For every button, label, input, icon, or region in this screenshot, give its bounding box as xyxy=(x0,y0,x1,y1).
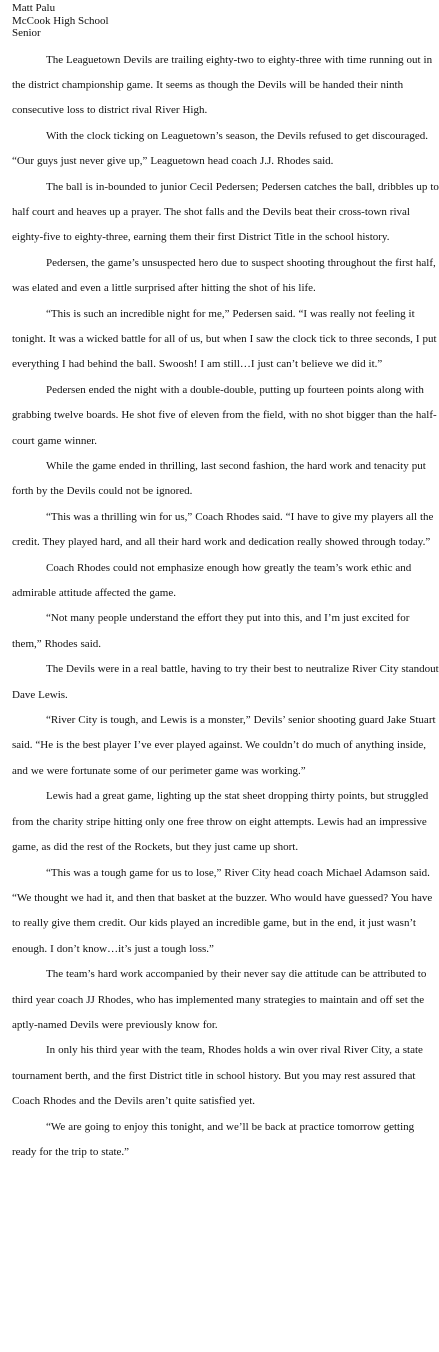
paragraph: Pedersen ended the night with a double-double, putting up fourteen points along with grabbing twelve boards. He shot five of eleven from the field, with no shot bigger than the half-court game winner. xyxy=(12,383,437,447)
paragraph: The Leaguetown Devils are trailing eighty-two to eighty-three with time running out in the district championship game. It seems as though the Devils will be handed their ninth consecutive loss to district rival River High. xyxy=(12,53,433,117)
paragraph: “This was a tough game for us to lose,” River City head coach Michael Adamson said. “We thought we had it, and then that basket at the buzzer. Who would have guessed? You have to really give them credit. Our kids played an incredible game, but in the end, it just wasn’t enough. I don’t know…it’s just a tough loss.” xyxy=(12,866,433,955)
paragraph: “This was a thrilling win for us,” Coach Rhodes said. “I have to give my players all the credit. They played hard, and all their hard work and dedication really showed through today.” xyxy=(12,510,434,549)
byline-block xyxy=(0,2,439,40)
paragraph: The Devils were in a real battle, having to try their best to neutralize River City standout Dave Lewis. xyxy=(12,663,439,701)
paragraph: “This is such an incredible night for me,” Pedersen said. “I was really not feeling it tonight. It was a wicked battle for all of us, but when I saw the clock tick to three seconds, I put everything I had behind the ball. Swoosh! I am still…I just can’t believe we did it.” xyxy=(12,307,437,371)
paragraph: The team’s hard work accompanied by their never say die attitude can be attributed to third year coach JJ Rhodes, who has implemented many strategies to maintain and off set the aptly-named Devils were previously know for. xyxy=(12,968,427,1031)
paragraph: Coach Rhodes could not emphasize enough how greatly the team’s work ethic and admirable attitude affected the game. xyxy=(12,561,412,600)
paragraph: With the clock ticking on Leaguetown’s season, the Devils refused to get discouraged. “Our guys just never give up,” Leaguetown head coach J.J. Rhodes said. xyxy=(12,129,428,168)
paragraph: In only his third year with the team, Rhodes holds a win over rival River City, a state tournament berth, and the first District title in school history. But you may rest assured that Coach Rhodes and the Devils aren’t quite satisfied yet. xyxy=(12,1044,423,1108)
paragraph: “Not many people understand the effort they put into this, and I’m just excited for them,” Rhodes said. xyxy=(12,612,410,650)
paragraph: “River City is tough, and Lewis is a monster,” Devils’ senior shooting guard Jake Stuart said. “He is the best player I’ve ever played against. We couldn’t do much of anything inside, and we were fortunate some of our perimeter game was working.” xyxy=(12,714,436,777)
paragraph: Lewis had a great game, lighting up the stat sheet dropping thirty points, but struggled from the charity stripe hitting only one free throw on eight attempts. Lewis had an impressive game, as did the rest of the Rockets, but they just came up short. xyxy=(12,790,429,854)
article-body xyxy=(0,48,439,1166)
grade-level: Senior xyxy=(12,27,41,39)
school-name: McCook High School xyxy=(12,14,109,27)
paragraph: Pedersen, the game’s unsuspected hero due to suspect shooting throughout the first half, was elated and even a little surprised after hitting the shot of his life. xyxy=(12,256,436,295)
paragraph: The ball is in-bounded to junior Cecil Pedersen; Pedersen catches the ball, dribbles up to half court and heaves up a prayer. The shot falls and the Devils beat their cross-town rival eighty-five to eighty-three, earning them their first District Title in the school history. xyxy=(12,180,439,244)
paragraph: While the game ended in thrilling, last second fashion, the hard work and tenacity put forth by the Devils could not be ignored. xyxy=(12,460,426,498)
paragraph: “We are going to enjoy this tonight, and we’ll be back at practice tomorrow getting ready for the trip to state.” xyxy=(12,1120,415,1158)
author-name: Matt Palu xyxy=(12,2,56,14)
